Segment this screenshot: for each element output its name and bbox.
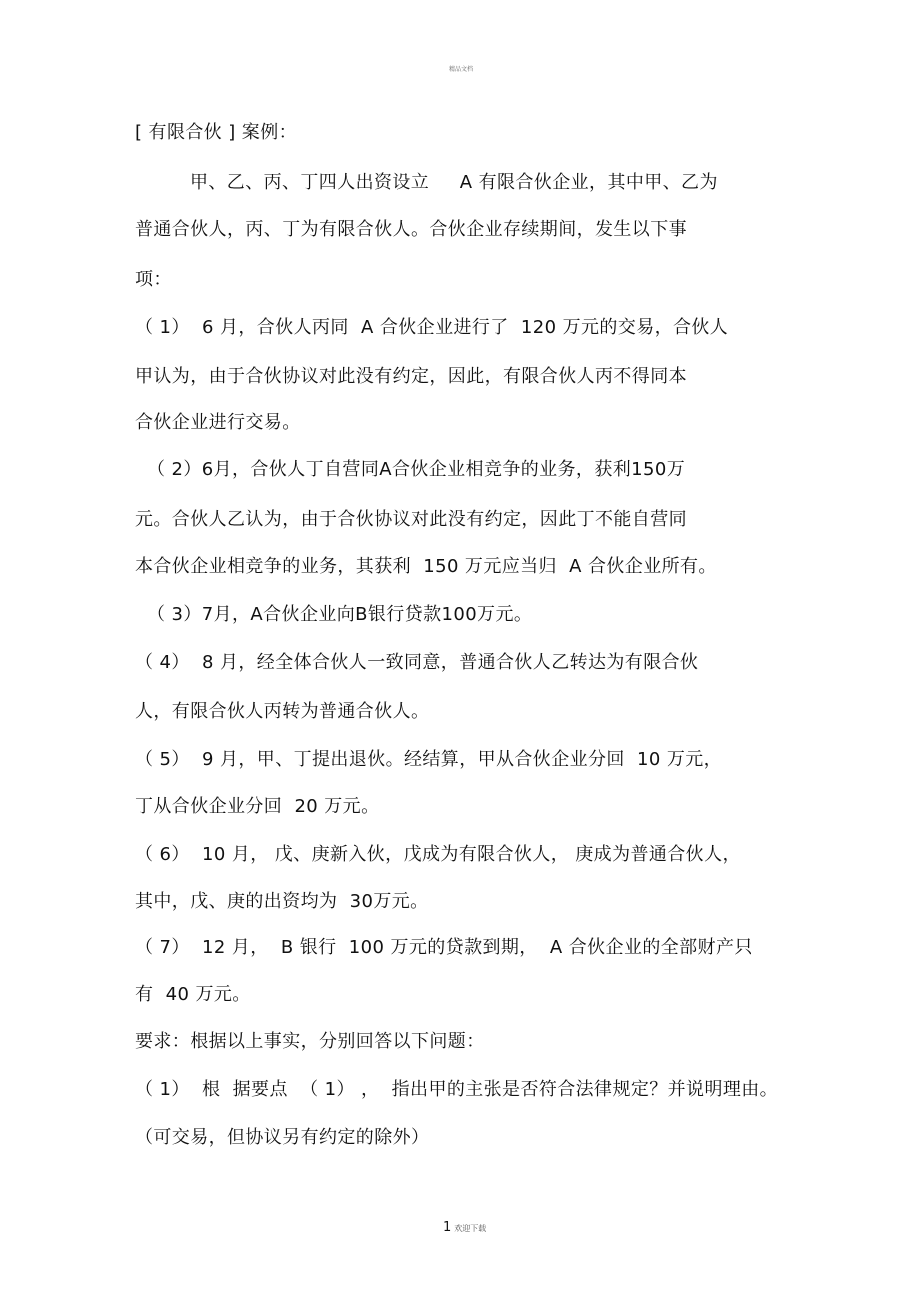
text-line: （ 6） 10 月， 戊、庚新入伙，戊成为有限合伙人， 庚成为普通合伙人， <box>135 844 741 865</box>
page-footer <box>443 1220 486 1235</box>
text-line: 普通合伙人，丙、丁为有限合伙人。合伙企业存续期间，发生以下事 <box>135 219 687 240</box>
text-line: （可交易，但协议另有约定的除外） <box>135 1127 430 1148</box>
footer-text: 欢迎下载 <box>454 1224 487 1233</box>
page-number: 1 <box>443 1220 452 1235</box>
text-line: 元。合伙人乙认为，由于合伙协议对此没有约定，因此丁不能自营同 <box>135 509 687 530</box>
text-line: 丁从合伙企业分回 20 万元。 <box>135 796 380 817</box>
text-line: 其中，戊、庚的出资均为 30万元。 <box>135 891 429 912</box>
page-header: 精品文档 <box>449 66 474 73</box>
text-line: 甲、乙、丙、丁四人出资设立 A 有限合伙企业，其中甲、乙为 <box>190 172 718 193</box>
document-title: [ 有限合伙 ] 案例： <box>135 122 298 143</box>
text-line: （ 5） 9 月，甲、丁提出退伙。经结算，甲从合伙企业分回 10 万元， <box>135 749 723 770</box>
text-line: （ 3）7月，A合伙企业向B银行贷款100万元。 <box>147 604 533 625</box>
text-line: 本合伙企业相竞争的业务，其获利 150 万元应当归 A 合伙企业所有。 <box>135 556 717 577</box>
text-line: 合伙企业进行交易。 <box>135 412 301 433</box>
text-line: （ 1） 6 月，合伙人丙同 A 合伙企业进行了 120 万元的交易，合伙人 <box>135 317 729 338</box>
text-line: （ 7） 12 月， B 银行 100 万元的贷款到期， A 合伙企业的全部财产只 <box>135 937 753 958</box>
text-line: （ 4） 8 月，经全体合伙人一致同意，普通合伙人乙转达为有限合伙 <box>135 652 699 673</box>
text-line: （ 2）6月，合伙人丁自营同A合伙企业相竞争的业务，获利150万 <box>147 459 686 480</box>
text-line: 有 40 万元。 <box>135 984 251 1005</box>
text-line: 人，有限合伙人丙转为普通合伙人。 <box>135 701 430 722</box>
text-line: 项： <box>135 269 172 290</box>
text-line: 要求：根据以上事实，分别回答以下问题： <box>135 1031 485 1052</box>
text-line: 甲认为，由于合伙协议对此没有约定，因此，有限合伙人丙不得同本 <box>135 366 687 387</box>
text-line: （ 1） 根 据要点 （ 1） ， 指出甲的主张是否符合法律规定？并说明理由。 <box>135 1079 779 1100</box>
